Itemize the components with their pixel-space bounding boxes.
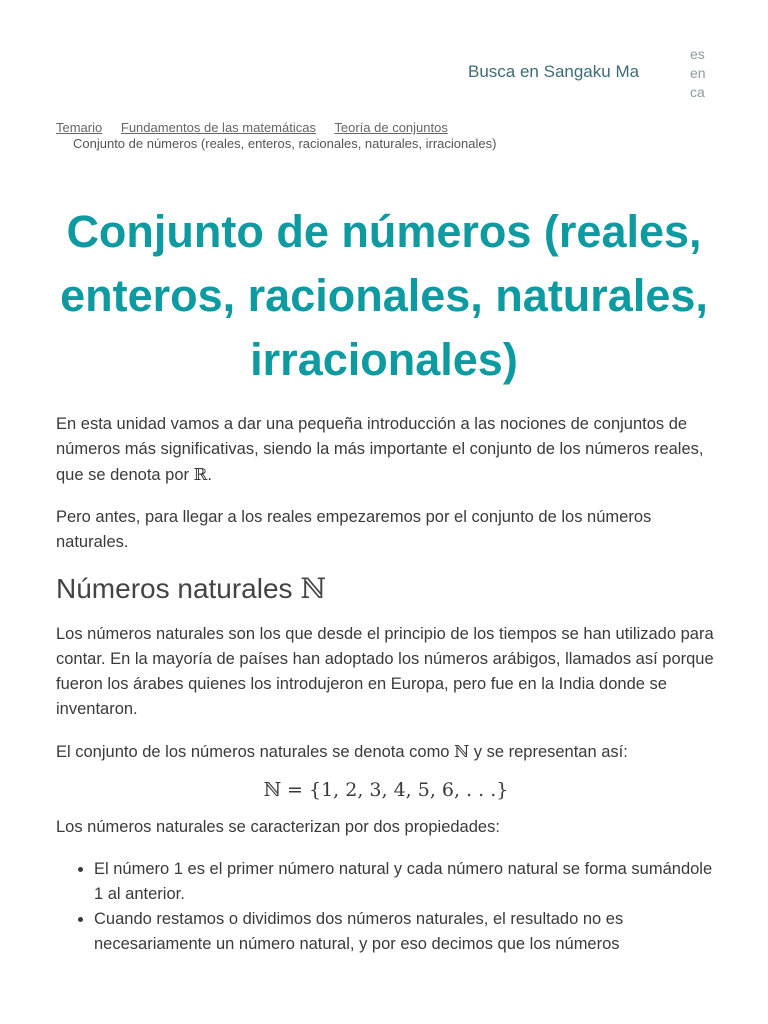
naturals-paragraph-1: Los números naturales son los que desde el principio de los tiempos se han utilizado para contar. En la mayoría de países han adoptado los números arábigos, llamados así porque fueron los árabes quienes los introdujeron en Europa, pero fue en la India donde se inventaron. — [56, 625, 714, 718]
top-bar — [0, 0, 768, 110]
lang-es-link[interactable]: es — [690, 46, 705, 62]
section-heading-naturales — [56, 572, 716, 606]
intro-paragraph — [56, 412, 716, 488]
breadcrumb-item-fundamentos[interactable]: Fundamentos de las matemáticas — [120, 120, 316, 135]
section-heading-text: Números naturales — [56, 573, 301, 604]
list-item: • Cuando restamos o dividimos dos números naturales, el resultado no es necesariamente un número natural, y por eso decimos que los números — [94, 907, 716, 957]
naturals-set-formula: ℕ = {1, 2, 3, 4, 5, 6, . . .} — [263, 779, 509, 801]
intro-text-end: . — [207, 466, 212, 484]
language-switcher — [690, 45, 706, 102]
lang-en-link[interactable]: en — [690, 65, 706, 81]
breadcrumb — [56, 120, 716, 152]
naturals-paragraph-3: Los números naturales se caracterizan por dos propiedades: — [56, 818, 500, 836]
naturals-paragraph-2 — [56, 739, 716, 765]
intro-text: En esta unidad vamos a dar una pequeña introducción a las nociones de conjuntos de números más significativas, siendo la más importante el conjunto de los números reales, que se denota por — [56, 415, 704, 484]
real-numbers-symbol: ℝ — [193, 465, 208, 484]
list-item: • El número 1 es el primer número natural y cada número natural se forma sumándole 1 al anterior. — [94, 857, 716, 907]
page-title: Conjunto de números (reales, enteros, racionales, naturales, irracionales) — [60, 206, 708, 385]
properties-list — [56, 857, 716, 957]
search-link[interactable]: Busca en Sangaku Ma — [468, 62, 640, 81]
breadcrumb-item-teoria-conjuntos[interactable]: Teoría de conjuntos — [334, 120, 448, 135]
naturals-p2-text-end: y se representan así: — [469, 743, 628, 761]
natural-numbers-symbol: ℕ — [300, 572, 326, 605]
breadcrumb-links — [56, 120, 716, 136]
article-content — [56, 412, 716, 957]
breadcrumb-item-temario[interactable]: Temario — [56, 120, 103, 135]
lang-ca-link[interactable]: ca — [690, 84, 705, 100]
naturals-p2-text: El conjunto de los números naturales se denota como — [56, 743, 455, 761]
intro-paragraph-2: Pero antes, para llegar a los reales empezaremos por el conjunto de los números naturales. — [56, 508, 652, 551]
natural-symbol-inline: ℕ — [454, 742, 470, 761]
breadcrumb-current: Conjunto de números (reales, enteros, racionales, naturales, irracionales) — [73, 136, 497, 151]
